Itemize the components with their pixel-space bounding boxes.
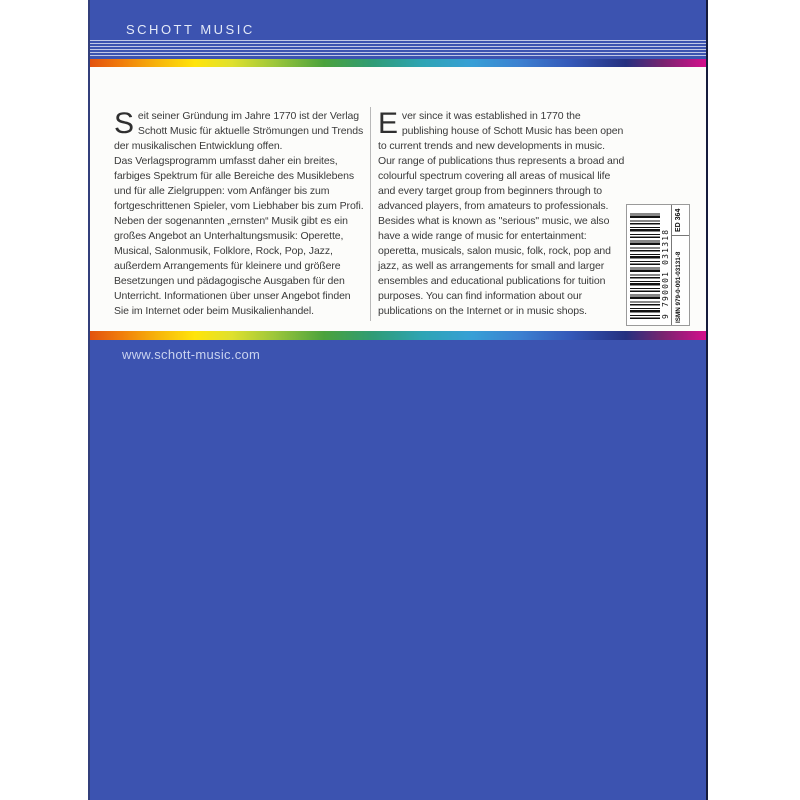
staff-lines-decoration — [90, 40, 706, 57]
german-paragraph-1 — [114, 109, 368, 154]
column-divider — [370, 107, 371, 321]
german-description-column — [114, 109, 368, 319]
english-lead-text: ver since it was established in 1770 the publishing house of Schott Music has been open to current trends and new developments in music. — [378, 110, 624, 152]
english-paragraph-2: Our range of publications thus represents a broad and colourful spectrum covering all areas of musical life and every target group from beginners through to advanced players, from amateurs to professionals. Besides what is known as "serious" music, we also have a wide range of music for entertainment: operetta, musicals, salon music, folk, rock, pop and jazz, as well as arrangements for small and larger ensembles and educational publications for tuition purposes. You can find information about our publications on the Internet or in music shops. — [378, 155, 625, 317]
description-panel — [90, 67, 706, 331]
german-lead-text: eit seiner Gründung im Jahre 1770 ist der Verlag Schott Music für aktuelle Strömungen und Trends der musikalischen Entwicklung offen. — [114, 110, 364, 152]
english-paragraph-1 — [378, 109, 626, 154]
barcode-label — [626, 204, 690, 326]
barcode-rotated-content — [627, 205, 689, 325]
publisher-website-url: www.schott-music.com — [122, 347, 261, 362]
rainbow-stripe-top — [90, 59, 706, 67]
english-description-column — [378, 109, 626, 319]
english-dropcap: E — [378, 107, 398, 140]
german-paragraph-2: Das Verlagsprogramm umfasst daher ein breites, farbiges Spektrum für alle Bereiche des Musiklebens und für alle Zielgruppen: vom Anfänger bis zum fortgeschrittenen Spieler, vom Liebhaber bis zum Profi. Neben der sogenannten „ernsten“ Musik gibt es ein großes Angebot an Unterhaltungsmusik: Operette, Musical, Salonmusik, Folklore, Rock, Pop, Jazz, außerdem Arrangements für kleinere und größere Besetzungen und pädagogische Ausgaben für den Unterricht. Informationen über unser Angebot finden Sie im Internet oder beim Musikalienhandel. — [114, 155, 364, 317]
barcode-digits: 9 790001 031318 — [661, 228, 670, 319]
ismn-number: ISMN 979-0-001-03131-8 — [672, 235, 689, 325]
rainbow-stripe-bottom — [90, 331, 706, 340]
german-dropcap: S — [114, 107, 134, 140]
edition-number: ED 364 — [675, 208, 682, 232]
book-back-cover — [88, 0, 708, 800]
barcode-bars — [630, 213, 660, 319]
barcode-meta-row — [671, 205, 689, 325]
publisher-logo: SCHOTT MUSIC — [126, 22, 255, 37]
